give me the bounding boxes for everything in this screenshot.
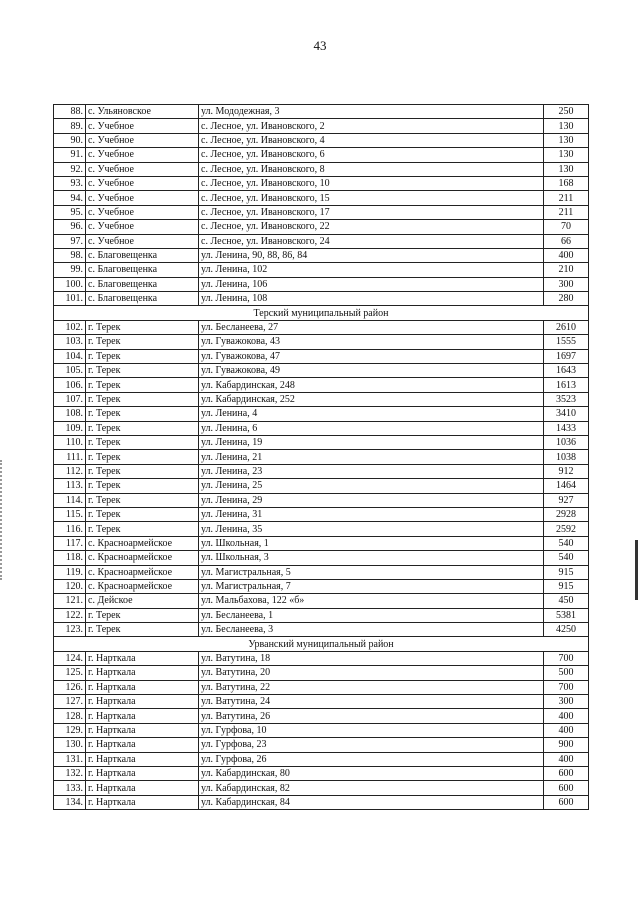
value-cell: 3410	[544, 407, 589, 421]
settlement-cell: с. Учебное	[86, 220, 199, 234]
row-number: 115.	[54, 507, 86, 521]
row-number: 113.	[54, 479, 86, 493]
row-number: 130.	[54, 738, 86, 752]
settlement-cell: с. Красноармейское	[86, 579, 199, 593]
settlement-cell: с. Учебное	[86, 176, 199, 190]
address-cell: ул. Кабардинская, 80	[199, 766, 544, 780]
address-cell: ул. Ленина, 35	[199, 522, 544, 536]
address-cell: ул. Гуважокова, 49	[199, 364, 544, 378]
table-row	[54, 234, 589, 248]
table-row	[54, 263, 589, 277]
settlement-cell: г. Терек	[86, 349, 199, 363]
value-cell: 540	[544, 551, 589, 565]
settlement-cell: с. Благовещенка	[86, 248, 199, 262]
row-number: 125.	[54, 666, 86, 680]
value-cell: 912	[544, 464, 589, 478]
table-row	[54, 349, 589, 363]
section-header-row	[54, 306, 589, 320]
settlement-cell: г. Терек	[86, 421, 199, 435]
table-row	[54, 579, 589, 593]
settlement-cell: г. Терек	[86, 507, 199, 521]
settlement-cell: с. Учебное	[86, 162, 199, 176]
value-cell: 2592	[544, 522, 589, 536]
value-cell: 915	[544, 579, 589, 593]
settlement-cell: г. Терек	[86, 522, 199, 536]
settlement-cell: с. Учебное	[86, 119, 199, 133]
address-cell: с. Лесное, ул. Ивановского, 6	[199, 148, 544, 162]
row-number: 99.	[54, 263, 86, 277]
value-cell: 1433	[544, 421, 589, 435]
value-cell: 280	[544, 292, 589, 306]
value-cell: 400	[544, 248, 589, 262]
row-number: 93.	[54, 176, 86, 190]
address-cell: с. Лесное, ул. Ивановского, 24	[199, 234, 544, 248]
settlement-cell: г. Нарткала	[86, 651, 199, 665]
address-cell: с. Лесное, ул. Ивановского, 2	[199, 119, 544, 133]
table-row	[54, 292, 589, 306]
settlement-cell: с. Благовещенка	[86, 292, 199, 306]
value-cell: 700	[544, 680, 589, 694]
address-cell: ул. Мододежная, 3	[199, 105, 544, 119]
scan-edge-bar	[635, 540, 638, 600]
table-row	[54, 105, 589, 119]
row-number: 89.	[54, 119, 86, 133]
address-cell: с. Лесное, ул. Ивановского, 15	[199, 191, 544, 205]
value-cell: 400	[544, 723, 589, 737]
row-number: 121.	[54, 594, 86, 608]
address-cell: ул. Бесланеева, 27	[199, 320, 544, 334]
row-number: 112.	[54, 464, 86, 478]
row-number: 97.	[54, 234, 86, 248]
table-row	[54, 651, 589, 665]
housing-table	[53, 104, 589, 810]
table-row	[54, 464, 589, 478]
settlement-cell: г. Нарткала	[86, 695, 199, 709]
table-row	[54, 766, 589, 780]
row-number: 111.	[54, 450, 86, 464]
value-cell: 2928	[544, 507, 589, 521]
row-number: 95.	[54, 205, 86, 219]
row-number: 92.	[54, 162, 86, 176]
table-row	[54, 536, 589, 550]
row-number: 104.	[54, 349, 86, 363]
settlement-cell: г. Терек	[86, 392, 199, 406]
settlement-cell: г. Нарткала	[86, 752, 199, 766]
table-row	[54, 781, 589, 795]
table-row	[54, 723, 589, 737]
table-row	[54, 162, 589, 176]
settlement-cell: с. Красноармейское	[86, 536, 199, 550]
table-body	[54, 105, 589, 810]
row-number: 123.	[54, 623, 86, 637]
value-cell: 130	[544, 133, 589, 147]
value-cell: 600	[544, 795, 589, 809]
value-cell: 927	[544, 493, 589, 507]
value-cell: 1464	[544, 479, 589, 493]
row-number: 103.	[54, 335, 86, 349]
row-number: 109.	[54, 421, 86, 435]
section-header-row	[54, 637, 589, 651]
row-number: 110.	[54, 435, 86, 449]
table-row	[54, 335, 589, 349]
value-cell: 1613	[544, 378, 589, 392]
value-cell: 130	[544, 148, 589, 162]
settlement-cell: с. Учебное	[86, 191, 199, 205]
address-cell: ул. Ленина, 23	[199, 464, 544, 478]
table-row	[54, 407, 589, 421]
table-row	[54, 378, 589, 392]
settlement-cell: г. Терек	[86, 364, 199, 378]
row-number: 127.	[54, 695, 86, 709]
table-row	[54, 364, 589, 378]
row-number: 114.	[54, 493, 86, 507]
settlement-cell: г. Нарткала	[86, 738, 199, 752]
value-cell: 600	[544, 781, 589, 795]
value-cell: 130	[544, 119, 589, 133]
settlement-cell: с. Красноармейское	[86, 565, 199, 579]
value-cell: 1697	[544, 349, 589, 363]
address-cell: ул. Гурфова, 10	[199, 723, 544, 737]
address-cell: ул. Ленина, 4	[199, 407, 544, 421]
value-cell: 600	[544, 766, 589, 780]
value-cell: 66	[544, 234, 589, 248]
row-number: 129.	[54, 723, 86, 737]
address-cell: ул. Кабардинская, 252	[199, 392, 544, 406]
table-row	[54, 752, 589, 766]
settlement-cell: с. Благовещенка	[86, 277, 199, 291]
table-row	[54, 320, 589, 334]
table-row	[54, 191, 589, 205]
address-cell: ул. Ленина, 102	[199, 263, 544, 277]
settlement-cell: г. Терек	[86, 450, 199, 464]
value-cell: 1555	[544, 335, 589, 349]
settlement-cell: г. Нарткала	[86, 795, 199, 809]
settlement-cell: с. Учебное	[86, 205, 199, 219]
value-cell: 540	[544, 536, 589, 550]
settlement-cell: г. Нарткала	[86, 723, 199, 737]
address-cell: с. Лесное, ул. Ивановского, 8	[199, 162, 544, 176]
settlement-cell: с. Ульяновское	[86, 105, 199, 119]
value-cell: 4250	[544, 623, 589, 637]
table-row	[54, 148, 589, 162]
settlement-cell: г. Нарткала	[86, 781, 199, 795]
row-number: 116.	[54, 522, 86, 536]
address-cell: ул. Гурфова, 26	[199, 752, 544, 766]
value-cell: 915	[544, 565, 589, 579]
address-cell: ул. Ватутина, 18	[199, 651, 544, 665]
value-cell: 400	[544, 752, 589, 766]
table-row	[54, 421, 589, 435]
settlement-cell: г. Терек	[86, 493, 199, 507]
page-number: 43	[313, 38, 327, 53]
table-row	[54, 551, 589, 565]
row-number: 91.	[54, 148, 86, 162]
table-row	[54, 479, 589, 493]
row-number: 105.	[54, 364, 86, 378]
settlement-cell: с. Учебное	[86, 148, 199, 162]
value-cell: 2610	[544, 320, 589, 334]
settlement-cell: г. Нарткала	[86, 680, 199, 694]
address-cell: ул. Магистральная, 5	[199, 565, 544, 579]
table-row	[54, 133, 589, 147]
address-cell: ул. Кабардинская, 84	[199, 795, 544, 809]
settlement-cell: с. Дейское	[86, 594, 199, 608]
row-number: 101.	[54, 292, 86, 306]
settlement-cell: г. Терек	[86, 378, 199, 392]
address-cell: ул. Гуважокова, 43	[199, 335, 544, 349]
address-cell: ул. Гуважокова, 47	[199, 349, 544, 363]
row-number: 96.	[54, 220, 86, 234]
row-number: 117.	[54, 536, 86, 550]
value-cell: 210	[544, 263, 589, 277]
row-number: 120.	[54, 579, 86, 593]
value-cell: 300	[544, 695, 589, 709]
value-cell: 900	[544, 738, 589, 752]
settlement-cell: с. Красноармейское	[86, 551, 199, 565]
address-cell: ул. Ленина, 21	[199, 450, 544, 464]
settlement-cell: г. Терек	[86, 435, 199, 449]
value-cell: 3523	[544, 392, 589, 406]
row-number: 102.	[54, 320, 86, 334]
address-cell: ул. Ленина, 106	[199, 277, 544, 291]
value-cell: 130	[544, 162, 589, 176]
row-number: 128.	[54, 709, 86, 723]
value-cell: 700	[544, 651, 589, 665]
settlement-cell: с. Благовещенка	[86, 263, 199, 277]
row-number: 131.	[54, 752, 86, 766]
row-number: 107.	[54, 392, 86, 406]
value-cell: 450	[544, 594, 589, 608]
row-number: 98.	[54, 248, 86, 262]
table-row	[54, 493, 589, 507]
row-number: 118.	[54, 551, 86, 565]
address-cell: ул. Ленина, 90, 88, 86, 84	[199, 248, 544, 262]
settlement-cell: г. Терек	[86, 407, 199, 421]
value-cell: 211	[544, 191, 589, 205]
section-title: Урванский муниципальный район	[54, 637, 589, 651]
value-cell: 5381	[544, 608, 589, 622]
table-row	[54, 680, 589, 694]
address-cell: ул. Школьная, 1	[199, 536, 544, 550]
address-cell: ул. Мальбахова, 122 «б»	[199, 594, 544, 608]
address-cell: ул. Гурфова, 23	[199, 738, 544, 752]
address-cell: с. Лесное, ул. Ивановского, 22	[199, 220, 544, 234]
table-row	[54, 608, 589, 622]
table-row	[54, 435, 589, 449]
table-row	[54, 220, 589, 234]
value-cell: 211	[544, 205, 589, 219]
address-cell: ул. Ленина, 25	[199, 479, 544, 493]
address-cell: ул. Ленина, 31	[199, 507, 544, 521]
row-number: 134.	[54, 795, 86, 809]
row-number: 100.	[54, 277, 86, 291]
address-cell: ул. Кабардинская, 248	[199, 378, 544, 392]
address-cell: ул. Ленина, 6	[199, 421, 544, 435]
row-number: 90.	[54, 133, 86, 147]
address-cell: с. Лесное, ул. Ивановского, 4	[199, 133, 544, 147]
settlement-cell: г. Терек	[86, 623, 199, 637]
settlement-cell: г. Терек	[86, 320, 199, 334]
row-number: 88.	[54, 105, 86, 119]
table-row	[54, 565, 589, 579]
value-cell: 70	[544, 220, 589, 234]
settlement-cell: г. Нарткала	[86, 766, 199, 780]
address-cell: ул. Ватутина, 22	[199, 680, 544, 694]
table-row	[54, 392, 589, 406]
address-cell: ул. Ленина, 29	[199, 493, 544, 507]
table-row	[54, 119, 589, 133]
row-number: 122.	[54, 608, 86, 622]
value-cell: 1036	[544, 435, 589, 449]
value-cell: 168	[544, 176, 589, 190]
row-number: 133.	[54, 781, 86, 795]
address-cell: ул. Ватутина, 26	[199, 709, 544, 723]
address-cell: ул. Магистральная, 7	[199, 579, 544, 593]
table-row	[54, 205, 589, 219]
table-row	[54, 277, 589, 291]
address-cell: ул. Ватутина, 24	[199, 695, 544, 709]
address-cell: с. Лесное, ул. Ивановского, 17	[199, 205, 544, 219]
table-row	[54, 709, 589, 723]
table-row	[54, 248, 589, 262]
row-number: 94.	[54, 191, 86, 205]
address-cell: ул. Школьная, 3	[199, 551, 544, 565]
row-number: 132.	[54, 766, 86, 780]
section-title: Терский муниципальный район	[54, 306, 589, 320]
settlement-cell: г. Терек	[86, 335, 199, 349]
settlement-cell: г. Терек	[86, 608, 199, 622]
table-row	[54, 522, 589, 536]
address-cell: ул. Бесланеева, 1	[199, 608, 544, 622]
value-cell: 250	[544, 105, 589, 119]
table-row	[54, 176, 589, 190]
value-cell: 1643	[544, 364, 589, 378]
value-cell: 1038	[544, 450, 589, 464]
row-number: 106.	[54, 378, 86, 392]
table-row	[54, 623, 589, 637]
row-number: 124.	[54, 651, 86, 665]
settlement-cell: г. Нарткала	[86, 709, 199, 723]
table-row	[54, 507, 589, 521]
address-cell: ул. Бесланеева, 3	[199, 623, 544, 637]
address-cell: ул. Ленина, 108	[199, 292, 544, 306]
settlement-cell: с. Учебное	[86, 133, 199, 147]
table-row	[54, 666, 589, 680]
row-number: 119.	[54, 565, 86, 579]
table-row	[54, 594, 589, 608]
value-cell: 500	[544, 666, 589, 680]
address-cell: с. Лесное, ул. Ивановского, 10	[199, 176, 544, 190]
table-row	[54, 795, 589, 809]
table-row	[54, 450, 589, 464]
address-cell: ул. Кабардинская, 82	[199, 781, 544, 795]
value-cell: 300	[544, 277, 589, 291]
value-cell: 400	[544, 709, 589, 723]
settlement-cell: г. Нарткала	[86, 666, 199, 680]
settlement-cell: г. Терек	[86, 479, 199, 493]
table-row	[54, 738, 589, 752]
row-number: 108.	[54, 407, 86, 421]
settlement-cell: с. Учебное	[86, 234, 199, 248]
row-number: 126.	[54, 680, 86, 694]
address-cell: ул. Ватутина, 20	[199, 666, 544, 680]
settlement-cell: г. Терек	[86, 464, 199, 478]
scan-edge-mark	[0, 460, 6, 580]
address-cell: ул. Ленина, 19	[199, 435, 544, 449]
table-row	[54, 695, 589, 709]
